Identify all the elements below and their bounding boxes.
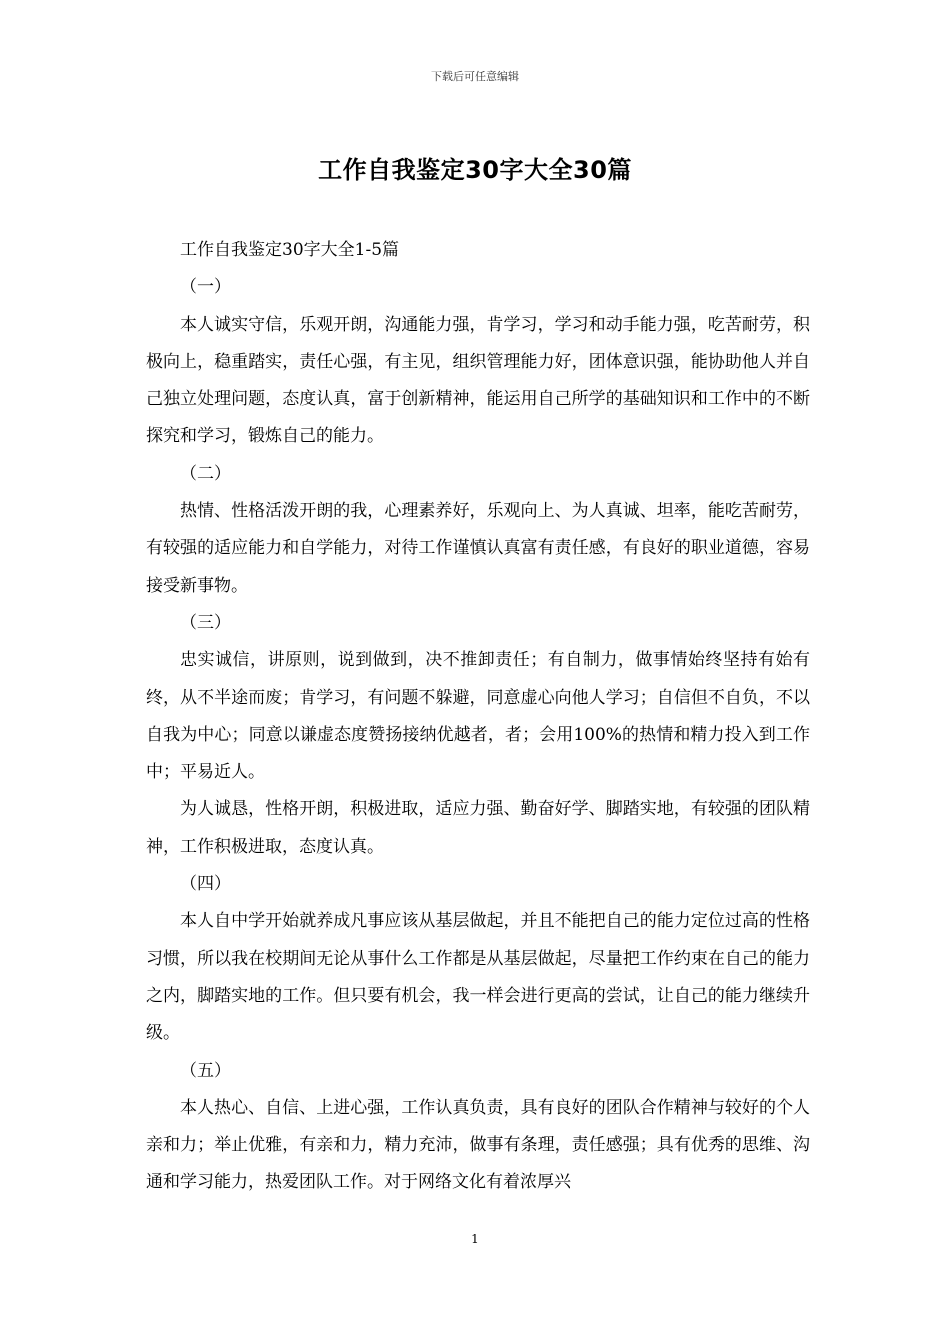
paragraph: 本人热心、自信、上进心强，工作认真负责，具有良好的团队合作精神与较好的个人亲和力；举止优雅，有亲和力，精力充沛，做事有条理，责任感强；具有优秀的思维、沟通和学习能力，热爱团队工作。对于网络文化有着浓厚兴 [146, 1097, 810, 1193]
paragraph: 本人诚实守信，乐观开朗，沟通能力强，肯学习，学习和动手能力强，吃苦耐劳，积极向上，稳重踏实，责任心强，有主见，组织管理能力好，团体意识强，能协助他人并自己独立处理问题，态度认真，富于创新精神，能运用自己所学的基础知识和工作中的不断探究和学习，锻炼自己的能力。 [146, 314, 810, 447]
document-subtitle: 工作自我鉴定30字大全1-5篇 [180, 240, 400, 260]
section-marker: （三） [180, 612, 231, 633]
paragraph: 为人诚恳，性格开朗，积极进取，适应力强、勤奋好学、脚踏实地，有较强的团队精神，工作积极进取，态度认真。 [146, 799, 810, 857]
page-number: 1 [471, 1232, 479, 1246]
section-marker: （四） [180, 874, 231, 895]
document-body [146, 232, 810, 1202]
document-title: 工作自我鉴定30字大全30篇 [318, 156, 632, 184]
section-marker: （二） [180, 463, 231, 484]
section-marker: （一） [180, 277, 231, 298]
header-note: 下载后可任意编辑 [431, 70, 519, 83]
paragraph: 热情、性格活泼开朗的我，心理素养好，乐观向上、为人真诚、坦率，能吃苦耐劳，有较强的适应能力和自学能力，对待工作谨慎认真富有责任感，有良好的职业道德，容易接受新事物。 [146, 501, 810, 596]
paragraph: 本人自中学开始就养成凡事应该从基层做起，并且不能把自己的能力定位过高的性格习惯，所以我在校期间无论从事什么工作都是从基层做起，尽量把工作约束在自己的能力之内，脚踏实地的工作。但只要有机会，我一样会进行更高的尝试，让自己的能力继续升级。 [146, 911, 810, 1044]
section-marker: （五） [180, 1060, 231, 1081]
paragraph: 忠实诚信，讲原则，说到做到，决不推卸责任；有自制力，做事情始终坚持有始有终，从不半途而废；肯学习，有问题不躲避，同意虚心向他人学习；自信但不自负，不以自我为中心；同意以谦虚态度赞扬接纳优越者，者；会用100%的热情和精力投入到工作中；平易近人。 [146, 650, 810, 783]
